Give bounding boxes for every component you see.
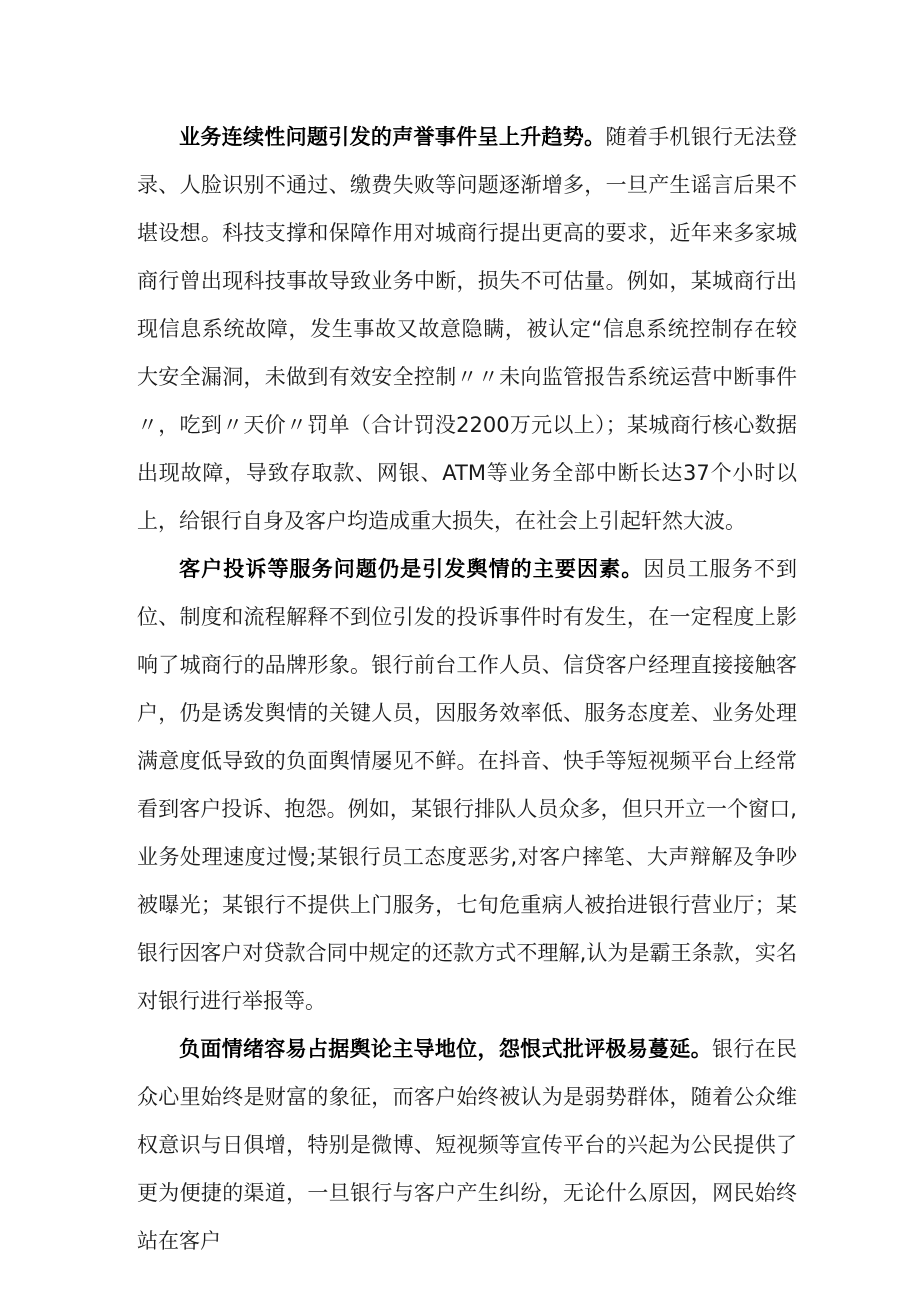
document-body [137,113,797,1265]
paragraph-business-continuity [137,113,797,545]
paragraph-text: 银行在民众心里始终是财富的象征，而客户始终被认为是弱势群体，随着公众维权意识与日俱增，特别是微博、短视频等宣传平台的兴起为公民提供了更为便捷的渠道，一旦银行与客户产生纠纷，无论什么原因，网民始终站在客户 [137,1037,798,1253]
paragraph-lead: 业务连续性问题引发的声誉事件呈上升趋势。 [179,125,606,149]
paragraph-lead: 负面情绪容易占据舆论主导地位，怨恨式批评极易蔓延。 [179,1037,713,1061]
paragraph-negative-sentiment [137,1025,797,1265]
paragraph-text: 随着手机银行无法登录、人脸识别不通过、缴费失败等问题逐渐增多，一旦产生谣言后果不堪设想。科技支撑和保障作用对城商行提出更高的要求，近年来多家城商行曾出现科技事故导致业务中断，损失不可估量。例如，某城商行出现信息系统故障，发生事故又故意隐瞒，被认定“信息系统控制存在较大安全漏洞，未做到有效安全控制〃〃未向监管报告系统运营中断事件〃，吃到〃天价〃罚单（合计罚没2200万元以上）；某城商行核心数据出现故障，导致存取款、网银、ATM等业务全部中断长达37个小时以上，给银行自身及客户均造成重大损失，在社会上引起轩然大波。 [137,125,798,533]
paragraph-customer-complaints [137,545,797,1025]
paragraph-text: 因员工服务不到位、制度和流程解释不到位引发的投诉事件时有发生，在一定程度上影响了城商行的品牌形象。银行前台工作人员、信贷客户经理直接接触客户，仍是诱发舆情的关键人员，因服务效率低、服务态度差、业务处理满意度低导致的负面舆情屡见不鲜。在抖音、快手等短视频平台上经常看到客户投诉、抱怨。例如，某银行排队人员众多，但只开立一个窗口,业务处理速度过慢;某银行员工态度恶劣,对客户摔笔、大声辩解及争吵被曝光；某银行不提供上门服务，七旬危重病人被抬进银行营业厅；某银行因客户对贷款合同中规定的还款方式不理解,认为是霸王条款，实名对银行进行举报等。 [137,557,798,1013]
paragraph-lead: 客户投诉等服务问题仍是引发舆情的主要因素。 [179,557,644,581]
